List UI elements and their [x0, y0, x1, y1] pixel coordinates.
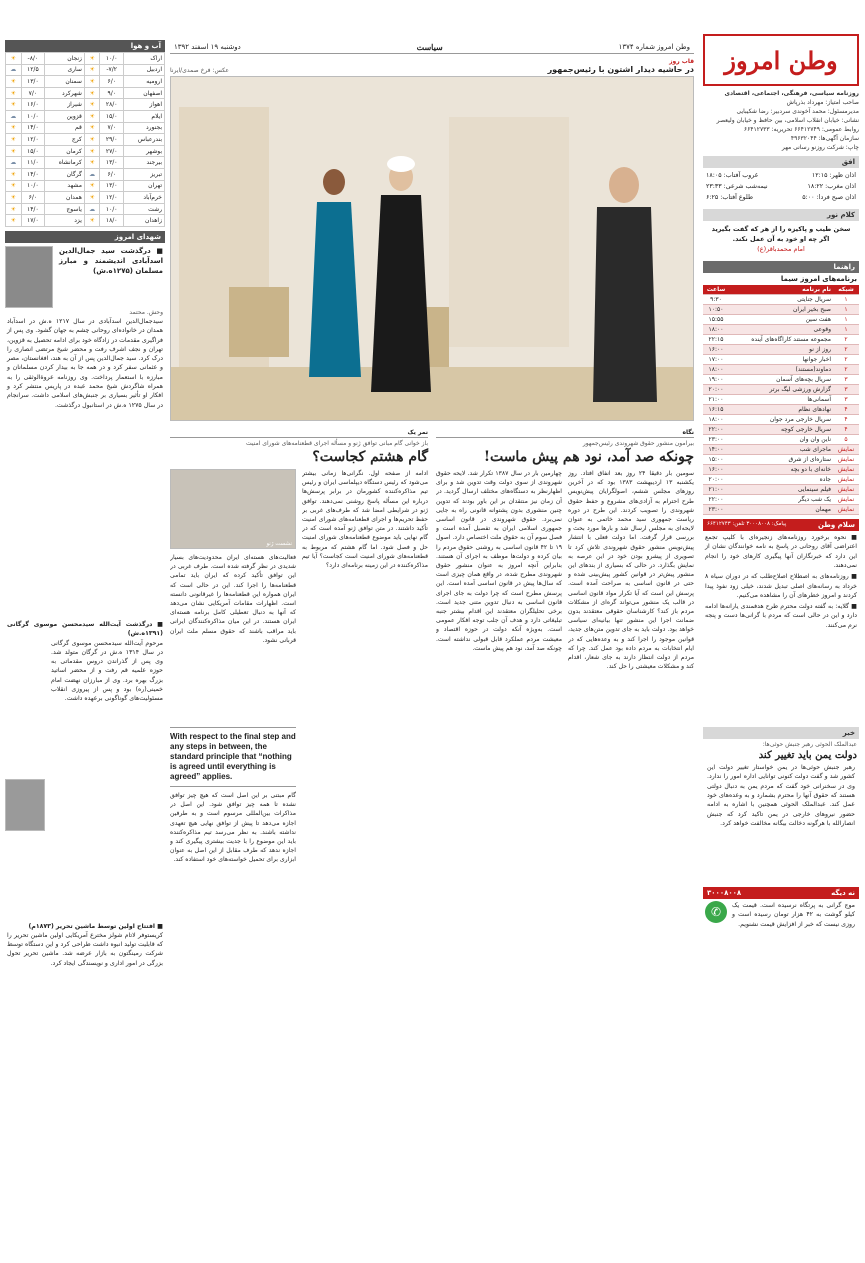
sun-icon: ☀ — [84, 192, 100, 204]
weather-temp: ۶/۰ — [100, 168, 124, 180]
tv-program: هفت سین — [729, 315, 833, 325]
weather-temp: ۹/۰ — [100, 87, 124, 99]
tv-row — [703, 315, 859, 325]
weather-city: اردبیل — [123, 64, 164, 76]
weather-city: قم — [45, 122, 85, 134]
lower-section — [170, 429, 694, 1189]
tv-program: یک شب دیگر — [729, 495, 833, 505]
weather-row — [6, 180, 165, 192]
weather-temp: ۱۴/۰ — [21, 122, 45, 134]
meeting-illustration — [170, 77, 693, 421]
tv-header-cell: ساعت — [703, 285, 729, 295]
tv-row — [703, 415, 859, 425]
weather-city: ایلام — [123, 110, 164, 122]
tv-time: ۲۲:۱۵ — [703, 335, 729, 345]
weather-row — [6, 99, 165, 111]
weather-city: تهران — [123, 180, 164, 192]
weather-temp: ۱۳/۰ — [100, 157, 124, 169]
salamvatan-text — [703, 533, 859, 723]
weather-city: قزوین — [45, 110, 85, 122]
tv-time: ۱۶:۰۰ — [703, 465, 729, 475]
tv-channel: ۴ — [833, 425, 859, 435]
weather-city: کرمانشاه — [45, 157, 85, 169]
weather-temp: ۷/۰ — [100, 122, 124, 134]
weather-city: مشهد — [45, 180, 85, 192]
weather-city: یاسوج — [45, 203, 85, 215]
weather-row — [6, 215, 165, 227]
ofogh-box — [703, 168, 859, 205]
tv-time: ۱۰:۵۰ — [703, 305, 729, 315]
weather-city: کرج — [45, 134, 85, 146]
tv-row — [703, 445, 859, 455]
tv-row — [703, 385, 859, 395]
tv-time: ۱۹:۰۰ — [703, 375, 729, 385]
sun-icon: ☀ — [84, 110, 100, 122]
weather-city: اراک — [123, 53, 164, 65]
event-title-2: ■ درگذشت آیت‌الله سیدمحسن موسوی گرگانی (۱۳۹۱ه.ش) — [7, 620, 163, 638]
weather-temp: ۸/۰- — [21, 53, 45, 65]
tv-time: ۲۲:۰۰ — [703, 425, 729, 435]
weather-row — [6, 76, 165, 88]
photo-credit: عکس: فرخ صمدی/ایرنا — [170, 67, 230, 74]
ofogh-header: افق — [703, 156, 859, 168]
tv-row — [703, 325, 859, 335]
salamvatan-item: ■ نحوه برخورد روزنامه‌های زنجیره‌ای با کلیپ تجمع اعتراضی آقای روحانی در پاسخ به نامه خوانندگان نشان از این دارد که خبرنگاران آنها پیگیری کارهای خود را انجام نمی‌دهند. — [705, 534, 857, 569]
sun-icon: ☀ — [6, 145, 22, 157]
tv-row — [703, 365, 859, 375]
weather-city: ساری — [45, 64, 85, 76]
phonebox-header: نه دیگه ۳۰۰۰۸۰۰۸ — [703, 887, 859, 899]
cloud-icon: ☁ — [6, 110, 22, 122]
tv-subtitle: برنامه‌های امروز سیما — [780, 275, 857, 283]
tv-program: گزارش ورزشی لیگ برتر — [729, 385, 833, 395]
sun-icon: ☀ — [84, 99, 100, 111]
weather-city: رشت — [123, 203, 164, 215]
newspaper-logo: وطن امروز — [703, 34, 859, 86]
sun-icon: ☀ — [84, 122, 100, 134]
weather-temp: ۱۲/۵ — [21, 64, 45, 76]
masthead-tagline: روزنامه سیاسی، فرهنگی، اجتماعی، اقتصادی — [724, 90, 859, 97]
weather-temp: ۱۵/۰ — [100, 110, 124, 122]
weather-temp: ۱۷/۰ — [21, 215, 45, 227]
tv-time: ۱۷:۰۰ — [703, 355, 729, 365]
tv-program: جاده — [729, 475, 833, 485]
tv-program: آسمانی‌ها — [729, 395, 833, 405]
tv-time: ۲۱:۰۰ — [703, 485, 729, 495]
tv-program: دماوند(مستند) — [729, 365, 833, 375]
photo-story-kicker: قاب روز — [669, 58, 694, 65]
tv-program: فیلم سینمایی — [729, 485, 833, 495]
tv-program: صبح بخیر ایران — [729, 305, 833, 315]
khabar-headline: دولت یمن باید تغییر کند — [758, 750, 857, 762]
tv-channel: ۱ — [833, 295, 859, 305]
weather-temp: ۱۲/۰ — [100, 192, 124, 204]
event-block-2 — [5, 639, 165, 919]
tv-program: مهمان — [729, 505, 833, 515]
weather-city: زاهدان — [123, 215, 164, 227]
kalam-text: سخن طیب و پاکیزه را از هر که گفت بگیرید اگر چه او خود به آن عمل نکند. — [711, 225, 851, 243]
tv-header: راهنما — [703, 261, 859, 273]
weather-row — [6, 53, 165, 65]
masthead-line: نشانی: خیابان انقلاب اسلامی، بین حافظ و خیابان ولیعصر — [716, 117, 859, 124]
phonebox-number: ۳۰۰۰۸۰۰۸ — [707, 889, 742, 898]
tv-channel: ۱ — [833, 305, 859, 315]
photo-story-headline: در حاشیه دیدار اشتون با رئیس‌جمهور — [547, 65, 694, 74]
namar-label-bar — [170, 429, 428, 438]
whatsapp-icon: ✆ — [705, 901, 727, 923]
weather-temp: ۶/۰ — [21, 192, 45, 204]
phonebox-text: موج گرانی به پرتگاه نرسیده است. قیمت یک کیلو گوشت به ۴۲ هزار تومان رسیده است و روزی نیست که خبر از افزایش قیمت نشنویم. — [732, 902, 855, 928]
namar-article — [170, 429, 428, 1189]
weather-temp: ۱۰/۰ — [21, 110, 45, 122]
masthead-line: صاحب امتیاز: مهرداد بذرپاش — [786, 99, 859, 106]
salamvatan-item: ■ روزنامه‌های به اصطلاح اصلاح‌طلب که در دوران سیاه ۸ خرداد به رسانه‌های اصلی تبدیل شدند، خیلی زود نفوذ پیدا کردند و امروز خطرهای آن را مشاهده می‌کنیم. — [705, 573, 857, 599]
tv-row — [703, 435, 859, 445]
weather-city: اهواز — [123, 99, 164, 111]
ofogh-row: اذان صبح فردا: ۵:۰۰ طلوع آفتاب: ۶:۲۵ — [706, 194, 856, 201]
weather-temp: ۱۳/۰ — [21, 76, 45, 88]
sun-icon: ☀ — [84, 215, 100, 227]
weather-row — [6, 203, 165, 215]
weather-city: خرم‌آباد — [123, 192, 164, 204]
negah-headline: چونکه صد آمد، نود هم پیش ماست! — [483, 449, 694, 465]
weather-row — [6, 145, 165, 157]
weather-temp: ۲۸/۰ — [100, 99, 124, 111]
issue-number: وطن امروز شماره ۱۳۷۴ — [618, 42, 690, 51]
weather-row — [6, 110, 165, 122]
weather-city: شهرکرد — [45, 87, 85, 99]
weather-temp: ۱۴/۰ — [21, 203, 45, 215]
sun-icon: ☀ — [6, 99, 22, 111]
left-sidebar — [5, 40, 165, 1259]
sun-icon: ☀ — [6, 180, 22, 192]
salamvatan-phone: پیامک: ۳۰۰۰۸۰۰۸ تلفن: ۶۶۴۱۲۷۴۳ — [707, 521, 787, 528]
tv-program: خانه‌ای با دو بچه — [729, 465, 833, 475]
event-title-3: ■ افتتاح اولین توسط ماشین تحریر (۱۸۷۳م) — [28, 922, 163, 930]
tv-time: ۲۱:۰۰ — [703, 395, 729, 405]
weather-city: بجنورد — [123, 122, 164, 134]
ofogh-row: اذان ظهر: ۱۲:۱۵ غروب آفتاب: ۱۸:۰۵ — [706, 172, 856, 179]
weather-city: گرگان — [45, 168, 85, 180]
tv-time: ۲۰:۰۰ — [703, 475, 729, 485]
main-content — [170, 56, 694, 1189]
tv-header-cell: شبکه — [833, 285, 859, 295]
main-photo — [170, 76, 694, 421]
sun-icon: ☀ — [6, 76, 22, 88]
khabar-text: رهبر جنبش حوثی‌ها در یمن خواستار تغییر دولت این کشور شد و گفت دولت کنونی توانایی اداره امور را ندارد. وی در سخنرانی خود گفت که مردم یمن به دنبال دولتی هستند که حقوق آنها را محترم بشمارد و به وعده‌های خود عمل کند. عبدالملک الحوثی همچنین با اشاره به ادامه حضور نیروهای خارجی در یمن تاکید کرد که جنبش انصارالله با هرگونه دخالت بیگانه مخالفت خواهد کرد. — [707, 764, 855, 827]
sun-icon: ☀ — [84, 145, 100, 157]
tv-program: اخبار جوانها — [729, 355, 833, 365]
tv-program: سریال خارجی مرد جوان — [729, 415, 833, 425]
tv-row — [703, 305, 859, 315]
portrait-signature: وحش. محتمد — [129, 308, 163, 316]
tv-row — [703, 485, 859, 495]
salamvatan-header: سلام وطن پیامک: ۳۰۰۰۸۰۰۸ تلفن: ۶۶۴۱۲۷۴۳ — [703, 519, 859, 531]
tv-program: ناین وان وان — [729, 435, 833, 445]
tv-channel: ۱ — [833, 315, 859, 325]
weather-temp: ۱۰/۰ — [21, 180, 45, 192]
sun-icon: ☀ — [84, 134, 100, 146]
tv-channel: ۲ — [833, 335, 859, 345]
negah-article — [436, 429, 694, 1189]
tv-row — [703, 405, 859, 415]
negah-columns — [436, 469, 694, 1189]
sun-icon: ☀ — [6, 122, 22, 134]
weather-temp: ۱۲/۰ — [21, 134, 45, 146]
weather-city: اصفهان — [123, 87, 164, 99]
weather-city: ارومیه — [123, 76, 164, 88]
sun-icon: ☀ — [84, 64, 100, 76]
weather-row — [6, 87, 165, 99]
section-name: سیاست — [416, 41, 443, 52]
weather-row — [6, 192, 165, 204]
tv-channel: نمایش — [833, 495, 859, 505]
kalam-box — [703, 221, 859, 257]
khabar-box — [703, 739, 859, 883]
weather-row — [6, 168, 165, 180]
tv-row — [703, 475, 859, 485]
weather-row — [6, 157, 165, 169]
tv-channel: ۴ — [833, 415, 859, 425]
tv-program: سریال بچه‌های آسمان — [729, 375, 833, 385]
weather-city: تبریز — [123, 168, 164, 180]
sun-icon: ☀ — [6, 215, 22, 227]
tv-program: سریال خارجی کوچه — [729, 425, 833, 435]
tv-program: سریال جنایتی — [729, 295, 833, 305]
sun-icon: ☀ — [6, 53, 22, 65]
negah-label-bar — [436, 429, 694, 438]
weather-temp: ۱۳/۰ — [100, 180, 124, 192]
cloud-icon: ☁ — [6, 157, 22, 169]
tv-channel: ۵ — [833, 435, 859, 445]
tv-schedule-table — [703, 285, 859, 515]
tv-time: ۲۲:۰۰ — [703, 495, 729, 505]
namar-label: نمر یک — [407, 429, 428, 436]
weather-temp: ۲۷/۰ — [100, 145, 124, 157]
namar-col-2: فعالیت‌های هسته‌ای ایران محدودیت‌های بسیار شدیدی در نظر گرفته شده است. طرف غربی در این توافق تأکید کرده که ایران باید تمامی قطعنامه‌ها را اجرا کند. این در حالی است که ایران همواره این قطعنامه‌ها را غیرقانونی دانسته است. اظهارات مقامات آمریکایی نشان می‌دهد که آنها به دنبال تعطیلی کامل برنامه هسته‌ای ایران هستند. در این میان مذاکره‌کنندگان ایرانی باید مراقب باشند که حقوق مسلم ملت ایران قربانی نشود. — [170, 554, 296, 644]
kalam-header: کلام نور — [703, 209, 859, 221]
sun-icon: ☀ — [84, 53, 100, 65]
tv-row — [703, 505, 859, 515]
cloud-icon: ☁ — [84, 203, 100, 215]
tv-channel: ۲ — [833, 355, 859, 365]
namar-photo-caption: نشست ژنو — [266, 541, 292, 547]
tv-time: ۲۰:۰۰ — [703, 385, 729, 395]
tv-program: نهادهای نظام — [729, 405, 833, 415]
tv-row — [703, 425, 859, 435]
issue-date: دوشنبه ۱۹ اسفند ۱۳۹۲ — [174, 42, 241, 51]
weather-temp: ۱۰/۰ — [100, 53, 124, 65]
tv-header-cell: نام برنامه — [729, 285, 833, 295]
portrait-photo — [5, 246, 53, 308]
negah-col-2: چهارمین بار در سال ۱۳۸۷ تکرار شد. لایحه حقوق شهروندی از سوی دولت وقت تدوین شد و برای اظهارنظر به دستگاه‌های مختلف ارسال گردید. در آن زمان نیز منتقدان بر این باور بودند که تدوین چنین منشوری بدون پشتوانه قانونی راه به جایی نمی‌برد. حقوق شهروندی در قانون اساسی جمهوری اسلامی ایران به تفصیل آمده است و فصل سوم آن به حقوق ملت اختصاص دارد. اصول ۱۹ تا ۴۲ قانون اساسی به روشنی حقوق مردم را بیان کرده و دولت‌ها موظف به اجرای آن هستند. بنابراین آنچه امروز به عنوان منشور حقوق شهروندی مطرح شده، در واقع همان چیزی است که سال‌ها پیش در قانون اساسی آمده است. این پرسش مطرح است که چرا دولت به جای اجرای قانون اساسی به دنبال تدوین متنی جدید است. برخی تحلیلگران معتقدند این اقدام بیشتر جنبه تبلیغاتی دارد و هدف آن جلب توجه افکار عمومی است. به‌ویژه آنکه دولت در حوزه اقتصاد و معیشت مردم عملکرد قابل قبولی نداشته است. چونکه صد آمد، نود هم پیش ماست. — [436, 470, 562, 652]
weather-city: زنجان — [45, 53, 85, 65]
weather-row — [6, 122, 165, 134]
tv-time: ۲۳:۰۰ — [703, 505, 729, 515]
weather-temp: ۱۵/۰ — [21, 145, 45, 157]
ofogh-row: اذان مغرب: ۱۸:۲۲ نیمه‌شب شرعی: ۲۳:۳۳ — [706, 183, 856, 190]
weather-header: آب و هوا — [5, 40, 165, 52]
weather-temp: ۲۹/۰ — [100, 134, 124, 146]
salamvatan-item: ■ گلایه: به گفته دولت محترم طرح هدفمندی یارانه‌ها ادامه دارد و این در حالی است که مردم با گرانی‌ها دست و پنجه نرم می‌کنند. — [705, 603, 857, 629]
weather-row — [6, 64, 165, 76]
masthead-line: سازمان آگهی‌ها: ۴۹۶۳۲۰۴۴ — [790, 135, 859, 142]
tv-time: ۱۸:۰۰ — [703, 415, 729, 425]
tv-program: مجموعه مستند کاراگاه‌های آینده — [729, 335, 833, 345]
tv-row — [703, 345, 859, 355]
weather-city: بوشهر — [123, 145, 164, 157]
tv-time: ۱۶:۱۵ — [703, 405, 729, 415]
tv-channel: نمایش — [833, 445, 859, 455]
tv-row — [703, 335, 859, 345]
sun-icon: ☀ — [84, 87, 100, 99]
tv-program: وقوعی — [729, 325, 833, 335]
sun-icon: ☀ — [6, 134, 22, 146]
tv-row — [703, 355, 859, 365]
cloud-icon: ☁ — [84, 168, 100, 180]
weather-temp: ۱۰/۰ — [100, 203, 124, 215]
masthead-line: روابط عمومی: ۶۶۴۱۲۷۴۹ تحریریه: ۶۶۴۱۲۷۳۳ — [743, 126, 859, 133]
weather-city: شیراز — [45, 99, 85, 111]
tv-channel: ۲ — [833, 365, 859, 375]
tv-channel: ۴ — [833, 405, 859, 415]
tv-program: ماجرای شب — [729, 445, 833, 455]
weather-city: سمنان — [45, 76, 85, 88]
event-text: سیدجمال‌الدین اسدآبادی در سال ۱۲۱۷ ه.ش در اسدآباد همدان در خانواده‌ای روحانی چشم به جهان گشود. وی پس از فراگیری مقدمات در زادگاه خود برای ادامه تحصیل به قزوین، تهران و نجف اشرف رفت و محضر شیخ مرتضی انصاری را درک کرد. سید جمال‌الدین پس از آن به هند، افغانستان، مصر و عثمانی سفر کرد و در همه جا به بیدار کردن مسلمانان و مبارزه با استعمار پرداخت. وی روزنامه عروة‌الوثقی را به همراه شاگردش شیخ محمد عبده در پاریس منتشر کرد و افکار او تأثیر بسیاری بر جنبش‌های اسلامی داشت. سرانجام در سال ۱۲۷۵ ه.ش در استانبول درگذشت. — [7, 317, 163, 409]
weather-temp: ۱۸/۰ — [100, 215, 124, 227]
sun-icon: ☀ — [6, 192, 22, 204]
sun-icon: ☀ — [84, 76, 100, 88]
tv-time: ۱۶:۰۰ — [703, 345, 729, 355]
event-text-2: مرحوم آیت‌الله سیدمحسن موسوی گرگانی در سال ۱۳۱۴ ه.ش در گرگان متولد شد. وی پس از گذراندن دروس مقدماتی به حوزه علمیه قم رفت و از محضر اساتید بزرگ بهره برد. وی از مبارزان نهضت امام خمینی(ره) بود و پس از پیروزی انقلاب مسئولیت‌های گوناگونی برعهده داشت. — [51, 639, 163, 703]
sun-icon: ☀ — [84, 157, 100, 169]
namar-columns — [170, 469, 428, 1189]
weather-table — [5, 52, 165, 227]
weather-temp: ۱۱/۰ — [21, 157, 45, 169]
masthead-line: مدیرمسئول: محمد آخوندی سردبیر: رضا شکیبایی — [736, 108, 859, 115]
negah-author: بیرامون منشور حقوق شهروندی رئیس‌جمهور — [582, 440, 694, 447]
sun-icon: ☀ — [6, 87, 22, 99]
namar-quote-en: With respect to the final step and any steps in between, the standard principle that “nothing is agreed until everything is agreed” applies. — [170, 727, 296, 787]
tv-time: ۱۴:۰۰ — [703, 445, 729, 455]
right-sidebar — [703, 34, 859, 1259]
shohada-header: شهدای امروز — [5, 231, 165, 243]
cloud-icon: ☁ — [6, 64, 22, 76]
tv-table-header — [703, 285, 859, 295]
namar-col-3: گام مبتنی بر این اصل است که هیچ چیز توافق نشده تا همه چیز توافق شود. این اصل در مذاکرات بین‌المللی مرسوم است و به طرفین اجازه می‌دهد تا پیش از توافق نهایی هیچ تعهدی نداشته باشند. به نظر می‌رسد تیم مذاکره‌کننده باید این موضوع را با جدیت بیشتری پیگیری کند و اجازه ندهد که طرف مقابل از این اصل به عنوان ابزاری برای تحمیل خواسته‌های خود استفاده کند. — [170, 792, 296, 864]
tv-channel: نمایش — [833, 485, 859, 495]
page-top-bar — [170, 40, 694, 54]
tv-row — [703, 495, 859, 505]
weather-temp: ۷/۰ — [21, 87, 45, 99]
weather-city: کرمان — [45, 145, 85, 157]
tv-program: روز از نو — [729, 345, 833, 355]
weather-temp: ۶/۰ — [100, 76, 124, 88]
weather-city: بندرعباس — [123, 134, 164, 146]
tv-channel: ۲ — [833, 345, 859, 355]
tv-time: ۱۵:۰۰ — [703, 455, 729, 465]
tv-channel: ۳ — [833, 395, 859, 405]
event-text-3: کریستوفر لاتام شولز مخترع آمریکایی اولین ماشین تحریر را که قابلیت تولید انبوه داشت طراحی کرد و این دستگاه توسط شرکت رمینگتون به بازار عرضه شد. ماشین تحریر تحول بزرگی در امور اداری و نویسندگی ایجاد کرد. — [7, 931, 163, 967]
weather-city: همدان — [45, 192, 85, 204]
namar-photo — [170, 469, 296, 549]
tv-row — [703, 375, 859, 385]
masthead-info — [703, 89, 859, 152]
negah-label: نگاه — [682, 429, 694, 436]
portrait-photo-2 — [5, 779, 45, 831]
phonebox — [703, 899, 859, 953]
sun-icon: ☀ — [6, 203, 22, 215]
tv-row — [703, 395, 859, 405]
tv-row — [703, 455, 859, 465]
tv-time: ۱۸:۰۰ — [703, 325, 729, 335]
event-block — [5, 246, 165, 308]
namar-headline: گام هشتم کجاست؟ — [312, 449, 428, 465]
tv-channel: ۳ — [833, 375, 859, 385]
namar-col-1: ادامه از صفحه اول. نگرانی‌ها زمانی بیشتر می‌شود که رئیس دستگاه دیپلماسی ایران و رئیس تیم مذاکره‌کننده کشورمان در برابر پرسش‌ها درباره این مسأله پاسخ روشنی نمی‌دهند. توافق ژنو در شرایطی امضا شد که طرف‌های غربی بر حفظ تحریم‌ها و اجرای قطعنامه‌های شورای امنیت تأکید داشتند. در متن توافق ژنو آمده است که در گام نهایی باید موضوع قطعنامه‌های شورای امنیت حل و فصل شود. اما گام هشتم که مربوط به قطعنامه‌های شورای امنیت است کجاست؟ آیا تیم مذاکره‌کننده در این زمینه برنامه‌ای دارد؟ — [302, 470, 428, 570]
sun-icon: ☀ — [6, 168, 22, 180]
tv-time: ۱۸:۰۰ — [703, 365, 729, 375]
namar-kicker: باز خوانی گام مبانی توافق ژنو و مسأله اجرای قطعنامه‌های شورای امنیت — [245, 440, 428, 447]
tv-row — [703, 465, 859, 475]
tv-time: ۲۳:۰۰ — [703, 435, 729, 445]
tv-channel: نمایش — [833, 455, 859, 465]
kalam-source: امام محمدباقر(ع) — [757, 245, 805, 253]
weather-temp: ۱۴/۰ — [21, 168, 45, 180]
weather-city: بیرجند — [123, 157, 164, 169]
tv-channel: ۳ — [833, 385, 859, 395]
tv-channel: نمایش — [833, 505, 859, 515]
event-title: ■ درگذشت سید جمال‌الدین اسدآبادی اندیشمند و مبارز مسلمان (۱۲۷۵ه.ش) — [59, 246, 163, 275]
sun-icon: ☀ — [84, 180, 100, 192]
khabar-subtitle: عبدالملک الحوثی رهبر جنبش حوثی‌ها: — [762, 741, 857, 749]
tv-time: ۱۵:۵۵ — [703, 315, 729, 325]
weather-city: یزد — [45, 215, 85, 227]
weather-temp: ۷/۲- — [100, 64, 124, 76]
tv-channel: نمایش — [833, 475, 859, 485]
khabar-header: خبر — [703, 727, 859, 739]
tv-channel: نمایش — [833, 465, 859, 475]
masthead-line: چاپ: شرکت روزنو رسانی مهر — [781, 144, 859, 151]
negah-col-1: سومین بار دقیقا ۲۴ روز بعد انفاق افتاد. روز یکشنبه ۱۳ اردیبهشت ۱۳۸۳ بود که در آخرین روزهای مجلس ششم، اصولگرایان پیش‌نویس طرح احترام به آزادی‌های مشروع و حفظ حقوق شهروندی را تصویب کردند. این طرح در دوره ریاست جمهوری سید محمد خاتمی به عنوان لایحه‌ای به مجلس ارسال شد و بارها مورد بحث و بررسی قرار گرفت. اما دولت فعلی با انتشار پیش‌نویس منشور حقوق شهروندی تلاش کرد تا تصویری از پیشرو بودن خود در این عرصه به نمایش بگذارد. در حالی که بسیاری از بندهای این منشور پیش‌تر در قوانین کشور پیش‌بینی شده و حتی در قانون اساسی به صراحت آمده است. پرسش این است که آیا تکرار مواد قانون اساسی در قالب یک منشور می‌تواند گره‌ای از مشکلات مردم باز کند؟ کارشناسان حقوقی معتقدند بدون ضمانت اجرا این منشور تنها بیانیه‌ای سیاسی خواهد بود. دولت باید به جای تدوین متن‌های جدید، قوانین موجود را اجرا کند و به وعده‌هایی که در ایام انتخابات به مردم داده بود عمل کند. چرا که مردم از دولت انتظار دارند به جای شعار، اقدام کند و مشکلات معیشتی را حل کند. — [568, 470, 694, 671]
photo-story-header — [170, 56, 694, 76]
tv-channel: ۱ — [833, 325, 859, 335]
tv-time: ۹:۳۰ — [703, 295, 729, 305]
weather-row — [6, 134, 165, 146]
tv-program: ستاره‌ای از شرق — [729, 455, 833, 465]
weather-temp: ۱۶/۰ — [21, 99, 45, 111]
tv-row — [703, 295, 859, 305]
